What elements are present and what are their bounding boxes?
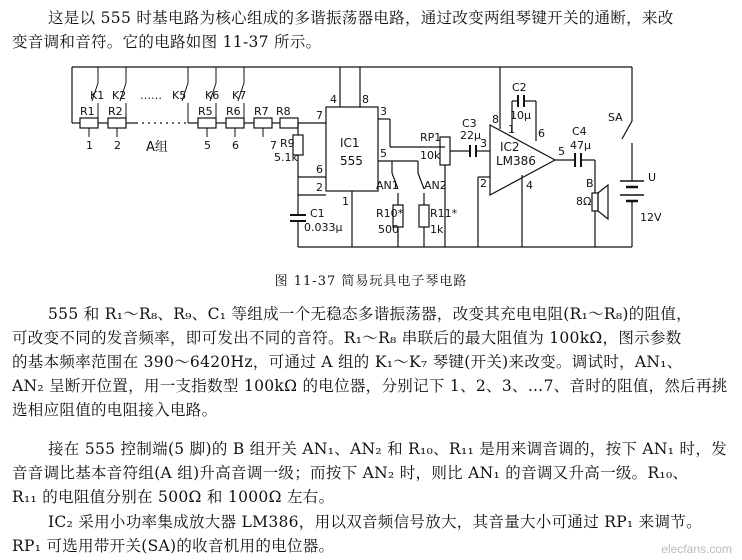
paragraph-1 (12, 302, 732, 422)
ic1-pin-3: 3 (380, 105, 387, 118)
label-k5: K5 (172, 89, 187, 102)
ic1-pin-7: 7 (316, 109, 323, 122)
label-dots: …… (140, 89, 162, 102)
label-k2: K2 (112, 89, 127, 102)
c3-value: 22μ (460, 129, 481, 142)
p2-line-3: R₁₁ 的电阻值分别在 500Ω 和 1000Ω 左右。 (12, 488, 335, 506)
p1-line-5: 选相应阻值的电阻接入电路。 (12, 401, 218, 419)
circuit-diagram (0, 55, 742, 270)
resistor-r7 (254, 118, 272, 128)
battery-value: 12V (640, 211, 662, 224)
r11-label: R11* (430, 207, 458, 220)
c1-label: C1 (310, 207, 325, 220)
p3-line-2: RP₁ 可选用带开关(SA)的收音机用的电位器。 (12, 537, 335, 555)
resistor-r5 (198, 118, 216, 128)
r11-value: 1k (430, 223, 444, 236)
ic1-pin-1: 1 (342, 195, 349, 208)
c2-value: 10μ (510, 109, 531, 122)
ic2-pin-6: 6 (538, 127, 545, 140)
resistor-r1 (80, 118, 98, 128)
speaker-value: 8Ω (576, 195, 592, 208)
ic2-pin-5: 5 (558, 145, 565, 158)
label-r2: R2 (108, 105, 123, 118)
an1-label: AN1 (376, 179, 399, 192)
tap-5: 5 (204, 139, 211, 152)
paragraph-3 (12, 510, 732, 558)
ic1-pin-8: 8 (362, 93, 369, 106)
rp1-label: RP1 (420, 131, 442, 144)
ic1-pin-2: 2 (316, 181, 323, 194)
ic1-pin-5: 5 (380, 147, 387, 160)
ic2-pin-2: 2 (480, 177, 487, 190)
label-k1: K1 (90, 89, 105, 102)
ic1-label: IC1 (340, 136, 360, 150)
figure-caption: 图 11-37 简易玩具电子琴电路 (274, 274, 468, 289)
ic2-label: IC2 (500, 140, 520, 154)
p2-line-1: 接在 555 控制端(5 脚)的 B 组开关 AN₁、AN₂ 和 R₁₀、R₁₁ 是用来调音调的，按下 AN₁ 时，发 (48, 440, 727, 458)
resistor-r2 (108, 118, 126, 128)
r10-value: 500 (378, 223, 399, 236)
r9-value: 5.1k (274, 151, 298, 164)
ic2-section (440, 67, 644, 247)
resistor-r8 (280, 118, 298, 128)
label-r5: R5 (198, 105, 213, 118)
label-r1: R1 (80, 105, 95, 118)
tap-6: 6 (232, 139, 239, 152)
paragraph-2 (12, 437, 732, 509)
c1-value: 0.033μ (304, 221, 343, 234)
potentiometer-rp1 (440, 137, 450, 165)
c2-label: C2 (512, 81, 527, 94)
label-r8: R8 (276, 105, 291, 118)
intro-line-2: 变音调和音符。它的电路如图 11-37 所示。 (12, 33, 322, 51)
c4-value: 47μ (570, 139, 591, 152)
speaker-label: B (586, 177, 594, 190)
battery-label: U (648, 171, 657, 184)
ic2-type: LM386 (496, 154, 536, 168)
ic2-pin-3: 3 (480, 137, 487, 150)
ic1-pin-6: 6 (316, 163, 323, 176)
label-k6: K6 (205, 89, 220, 102)
sa-label: SA (608, 111, 623, 124)
an2-label: AN2 (424, 179, 447, 192)
tap-7: 7 (270, 139, 277, 152)
intro-paragraph (12, 6, 732, 54)
ic2-pin-1: 1 (508, 123, 515, 136)
label-k7: K7 (232, 89, 247, 102)
resistor-r11 (419, 205, 429, 227)
p1-line-1: 555 和 R₁～R₈、R₉、C₁ 等组成一个无稳态多谐振荡器，改变其充电电阻(R₁～R₈)的阻值， (48, 305, 692, 323)
p1-line-2: 可改变不同的发音频率，即可发出不同的音符。R₁～R₈ 串联后的最大阻值为 100kΩ，图示参数 (12, 329, 682, 347)
label-r9: R9 (280, 137, 295, 150)
tap-1: 1 (86, 139, 93, 152)
label-r7: R7 (254, 105, 269, 118)
r10-label: R10* (376, 207, 404, 220)
intro-line-1: 这是以 555 时基电路为核心组成的多谐振荡器电路，通过改变两组琴键开关的通断，来改 (48, 9, 674, 27)
resistor-r6 (226, 118, 244, 128)
rp1-value: 10k (420, 149, 441, 162)
speaker (592, 193, 598, 211)
group-a-label: A组 (146, 140, 168, 155)
p3-line-1: IC₂ 采用小功率集成放大器 LM386，用以双音频信号放大，其音量大小可通过 RP₁ 来调节。 (48, 513, 702, 531)
ic1-pin-4: 4 (330, 93, 337, 106)
p1-line-3: 的基本频率范围在 390～6420Hz，可通过 A 组的 K₁～K₇ 琴键(开关)来改变。调试时，AN₁、 (12, 353, 683, 371)
ic2-pin-4: 4 (526, 179, 533, 192)
watermark: elecfans.com (661, 542, 732, 556)
resistor-chain (72, 67, 326, 137)
c3-label: C3 (462, 117, 477, 130)
ic1-type: 555 (340, 154, 363, 168)
ic2-pin-8: 8 (492, 113, 499, 126)
p1-line-4: AN₂ 呈断开位置，用一支指数型 100kΩ 的电位器，分别记下 1、2、3、…7、音时的阻值，然后再挑 (12, 377, 728, 395)
label-r6: R6 (226, 105, 241, 118)
p2-line-2: 音音调比基本音符组(A 组)升高音调一级；而按下 AN₂ 时，则比 AN₁ 的音调又升高一级。R₁₀、 (12, 464, 689, 482)
tap-2: 2 (114, 139, 121, 152)
c4-label: C4 (572, 125, 587, 138)
